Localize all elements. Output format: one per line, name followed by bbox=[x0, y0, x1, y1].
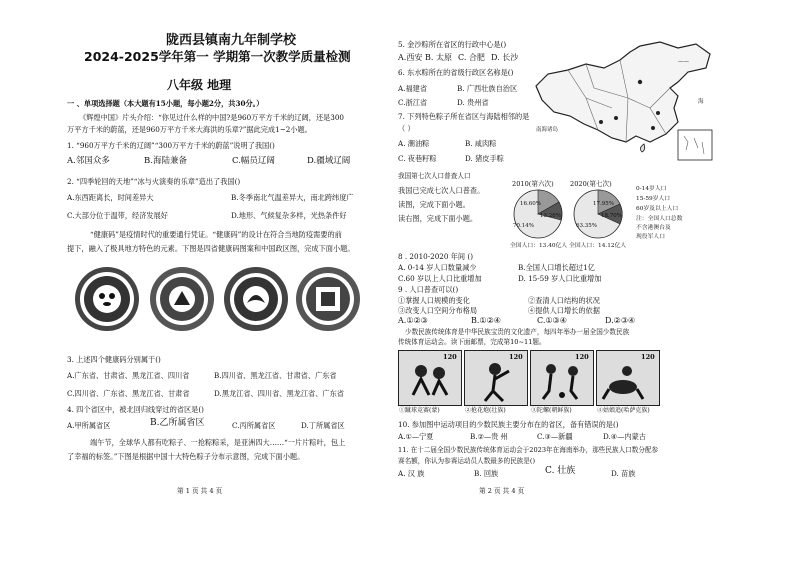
option: D. 猪皮手粽 bbox=[465, 154, 504, 163]
option: D.疆域辽阔 bbox=[307, 156, 351, 166]
option: D.黑龙江省、四川省、黑龙江省、广东省 bbox=[214, 389, 344, 398]
question-stem: 5. 金沙粽所在省区的行政中心是() bbox=[398, 40, 507, 49]
question-stem: 7. 下列特色粽子所在省区与海陆相邻的是 bbox=[398, 112, 530, 121]
stamp-caption: ④姑娘追(哈萨克族) bbox=[597, 407, 650, 414]
page-footer: 第 1 页 共 4 页 bbox=[177, 487, 223, 495]
option: C.幅员辽阔 bbox=[232, 156, 275, 166]
option: B.①②④ bbox=[471, 316, 501, 325]
pie-value: 16.60% bbox=[520, 201, 541, 207]
question-stem: 2. “四季轮回的天地”“冰与火演奏的乐章”造出了我国() bbox=[67, 177, 241, 186]
question-stem: 4. 四个省区中，被北回归线穿过的省区是() bbox=[67, 405, 204, 414]
question-stem: 11. 在十二届全国少数民族传统体育运动会于2023年在海南举办，那些民族人口数分配参 bbox=[398, 446, 659, 454]
option: D. 长沙 bbox=[491, 53, 519, 62]
pie-value: 13.26% bbox=[540, 213, 561, 219]
stamp bbox=[464, 350, 528, 406]
option: B.冬季南北气温差异大，南北跨纬度广 bbox=[231, 193, 354, 202]
question-stem: 9 . 人口普查可以() bbox=[398, 285, 459, 294]
health-code-lion bbox=[150, 267, 214, 331]
census-intro: 读右图，完成下面小题。 bbox=[398, 214, 478, 223]
option: B.全国人口增长超过1亿 bbox=[518, 263, 595, 272]
subject-title: 八年级 地理 bbox=[167, 78, 232, 92]
stamp-value: 120 bbox=[641, 353, 655, 361]
school-name: 陇西县镇南九年制学校 bbox=[166, 33, 297, 48]
option: C.四川省、广东省、黑龙江省、甘肃省 bbox=[67, 389, 190, 398]
option: D.丁所属省区 bbox=[301, 421, 345, 430]
option: D.④—内蒙古 bbox=[603, 432, 646, 441]
option: A.甲所属省区 bbox=[67, 421, 111, 430]
option: A. 0-14 岁人口数量减少 bbox=[398, 263, 477, 272]
health-codes bbox=[72, 264, 362, 334]
china-map bbox=[528, 38, 734, 164]
option: ③改变人口空间分布格局 bbox=[398, 306, 478, 315]
stamp-caption: ②抢花炮(壮族) bbox=[465, 407, 506, 414]
health-code-crane bbox=[224, 267, 288, 331]
option: C.③—新疆 bbox=[537, 432, 573, 441]
option: A.福建省 bbox=[398, 84, 428, 93]
stamp-value: 120 bbox=[443, 353, 457, 361]
map-label: —— bbox=[678, 59, 689, 65]
exam-title: 2024-2025学年第一 学期第一次教学质量检测 bbox=[84, 49, 351, 64]
map-label: 南海诸岛 bbox=[536, 127, 559, 133]
option: B. 太原 bbox=[425, 53, 452, 62]
intro-line: “健康码”是疫情时代的重要通行凭证。“健康码”的设计在符合当地防疫需要的前 bbox=[90, 230, 342, 239]
option: D. 苗族 bbox=[611, 469, 636, 478]
census-caption: 我国第七次人口普查人口 bbox=[398, 172, 471, 180]
option: C.浙江省 bbox=[398, 98, 428, 107]
stamp bbox=[398, 350, 462, 406]
option: A.西安 bbox=[398, 53, 423, 62]
intro-line: 了幸福的标签。”下图是根据中国十大特色粽子分布示意图，完成下面小题。 bbox=[67, 452, 305, 461]
legend-item: 15-59岁人口 bbox=[636, 196, 671, 202]
pie-label: 2020(第七次) bbox=[570, 180, 612, 188]
option: B. 回族 bbox=[474, 469, 499, 478]
option: D. 15-59 岁人口比重增加 bbox=[518, 274, 602, 283]
stamp-caption: ①蹴球竞赛(蒙) bbox=[399, 407, 440, 414]
option: A. 汉 族 bbox=[398, 469, 425, 478]
pie-value: 70.14% bbox=[513, 223, 534, 229]
census-intro: 读图，完成下面小题。 bbox=[398, 200, 470, 209]
census-totals: 全国人口：13.40亿人 全国人口：14.12亿人 bbox=[510, 243, 627, 249]
stamp bbox=[530, 350, 594, 406]
stamps-intro: 少数民族传统体育是中华民族宝贵的文化遗产，每四年举办一届全国少数民族 bbox=[405, 328, 630, 336]
pie-value: 63.35% bbox=[576, 223, 597, 229]
question-stem: 1. “960万平方千米的辽阔”“300万平方千米的蔚蓝”说明了我国() bbox=[67, 141, 275, 150]
option: A.广东省、甘肃省、黑龙江省、四川省 bbox=[67, 371, 190, 380]
option: A. 潮油粽 bbox=[398, 139, 430, 148]
option: ①掌握人口规模的变化 bbox=[398, 296, 470, 305]
stamp-value: 120 bbox=[509, 353, 523, 361]
census-intro: 我国已完成七次人口普查。 bbox=[398, 186, 485, 195]
pie-value: 17.95% bbox=[593, 201, 614, 207]
legend-item: 注：全国人口总数 bbox=[636, 216, 683, 222]
legend-item: 60岁及以上人口 bbox=[636, 206, 679, 212]
intro-line: 万平方千米的蔚蓝，还是960万平方千米大海洪的乐章?”据此完成1~2小题。 bbox=[67, 125, 312, 134]
stamp bbox=[596, 350, 660, 406]
option: D.②③④ bbox=[605, 316, 636, 325]
option: C. 夜巷籽粽 bbox=[398, 154, 437, 163]
option: A.①②③ bbox=[398, 316, 428, 325]
map-label: 海 bbox=[698, 99, 704, 105]
option: B. 广西壮族自治区 bbox=[457, 84, 518, 93]
option: D.地形、气候复杂多样，光热条件好 bbox=[231, 211, 347, 220]
option: C.大部分位于温带，经济发展好 bbox=[67, 211, 168, 220]
option: C. 合肥 bbox=[458, 53, 485, 62]
intro-line: 《辉煌中国》片头介绍：“你见过什么样的中国?是960万平方千米的辽阔，还是300 bbox=[79, 113, 344, 122]
legend-item: 0-14岁人口 bbox=[636, 186, 667, 192]
question-stem: 6. 东水粽所在的省级行政区名称是() bbox=[398, 68, 514, 77]
option: A.东西距离长，时间差异大 bbox=[67, 193, 154, 202]
option: ②查清人口结构的状况 bbox=[528, 296, 600, 305]
option: ④提供人口增长的依据 bbox=[528, 306, 600, 315]
health-code-images bbox=[72, 264, 362, 334]
question-stem: 10. 参加图中运动项目的少数民族主要分布在的省区，备有错误的是() bbox=[398, 420, 619, 429]
section-heading: 一 、单项选择题（本大题有15小题，每小题2分，共30分。） bbox=[67, 99, 264, 108]
option: A.①—宁夏 bbox=[398, 432, 434, 441]
option: A.邻国众多 bbox=[67, 156, 110, 166]
stamp-caption: ③陀螺(朝鲜族) bbox=[531, 407, 572, 414]
option: B. 咸肉粽 bbox=[465, 139, 497, 148]
option: C.①③④ bbox=[537, 316, 567, 325]
legend-item: 现役军人口 bbox=[636, 234, 665, 240]
legend-item: 不含港澳台及 bbox=[636, 225, 671, 231]
pie-value: 18.70% bbox=[601, 213, 622, 219]
stamp-value: 120 bbox=[575, 353, 589, 361]
option: B.海陆兼备 bbox=[144, 156, 187, 166]
option: C.丙所属省区 bbox=[232, 421, 276, 430]
question-stem: 赛名额，你认为参赛运动员人数最多的民族是() bbox=[398, 457, 536, 465]
option: B.四川省、黑龙江省、甘肃省、广东省 bbox=[214, 371, 337, 380]
question-stem: 3. 上述四个健康码分别属于() bbox=[67, 355, 161, 364]
page-footer: 第 2 页 共 4 页 bbox=[479, 487, 525, 495]
health-code-panda bbox=[75, 267, 139, 331]
pie-label: 2010(第六次) bbox=[512, 180, 554, 188]
stamps-intro: 传统体育运动会。读下面邮票，完成第10~11题。 bbox=[398, 338, 546, 346]
option: B.②—贵 州 bbox=[470, 432, 508, 441]
intro-line: 端午节，全球华人都有吃粽子、一抢粽粽采，是亚洲四大……“一片片粽叶，包上 bbox=[90, 438, 346, 447]
health-code-river bbox=[296, 267, 360, 331]
option: B.乙所属省区 bbox=[150, 418, 205, 428]
question-stem: 8 . 2010-2020 年间 () bbox=[398, 252, 473, 261]
intro-line: 提下，融入了极具地方特色的元素。下图是四省健康码图案和中国政区图，完成下面小题。 bbox=[67, 244, 355, 253]
option: D. 贵州省 bbox=[457, 98, 489, 107]
option: C. 壮族 bbox=[545, 466, 576, 476]
option: C.60 岁以上人口比重增加 bbox=[398, 274, 482, 283]
answer-blank: （ ） bbox=[398, 124, 415, 133]
